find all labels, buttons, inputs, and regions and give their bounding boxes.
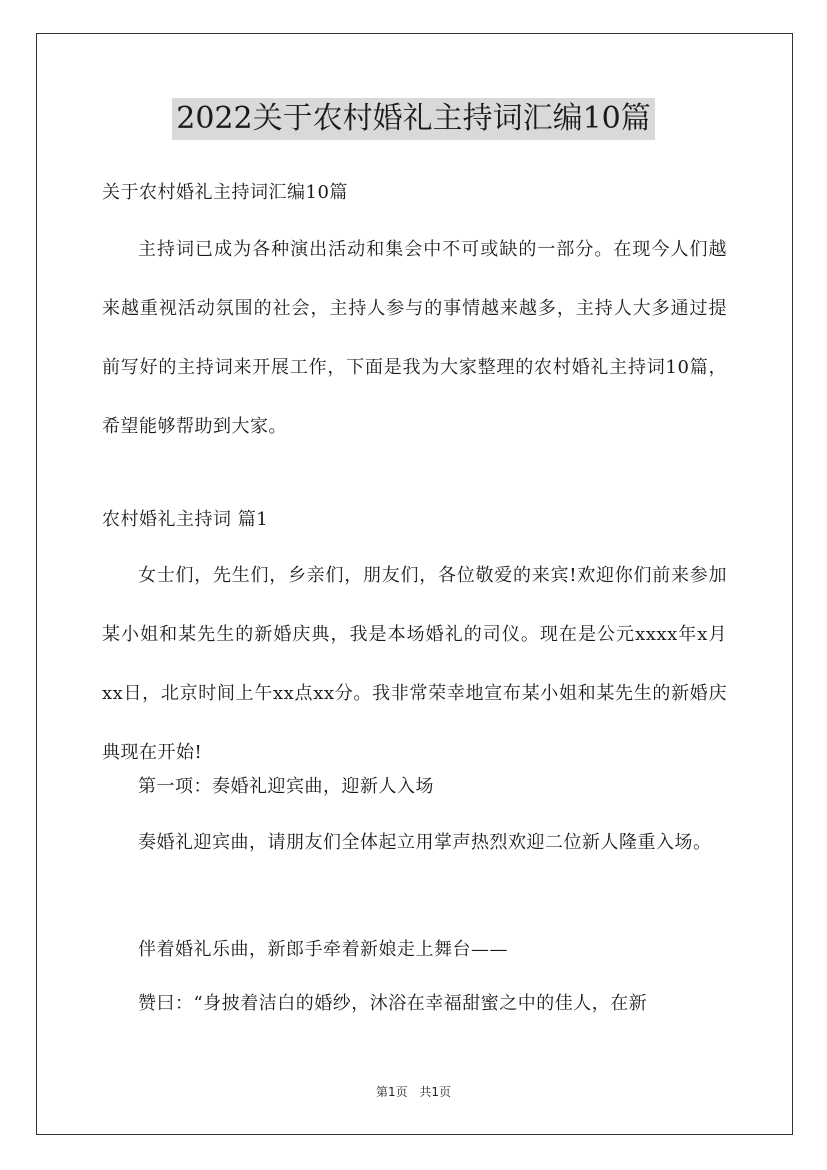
body-paragraph-1: 女士们，先生们，乡亲们，朋友们，各位敬爱的来宾!欢迎你们前来参加某小姐和某先生的新婚庆典，我是本场婚礼的司仪。现在是公元xxxx年x月xx日，北京时间上午xx点xx分。我非常荣幸地宣布某小姐和某先生的新婚庆典现在开始!: [102, 565, 727, 763]
page-number: 第1页: [375, 1085, 408, 1099]
page-total: 共1页: [419, 1085, 452, 1099]
document-title: 2022关于农村婚礼主持词汇编10篇: [172, 98, 655, 140]
body-paragraph-3: 奏婚礼迎宾曲，请朋友们全体起立用掌声热烈欢迎二位新人隆重入场。: [138, 832, 712, 853]
page-footer: [0, 1083, 827, 1100]
title-container: [0, 98, 827, 140]
body-paragraph-4: 伴着婚礼乐曲，新郎手牵着新娘走上舞台——: [138, 939, 508, 960]
body-paragraph-5: 赞曰：“身披着洁白的婚纱，沐浴在幸福甜蜜之中的佳人，在新: [138, 993, 648, 1014]
body-paragraph-2: 第一项：奏婚礼迎宾曲，迎新人入场: [138, 776, 434, 797]
document-subtitle: 关于农村婚礼主持词汇编10篇: [102, 182, 348, 203]
intro-paragraph: 主持词已成为各种演出活动和集会中不可或缺的一部分。在现今人们越来越重视活动氛围的社会，主持人参与的事情越来越多，主持人大多通过提前写好的主持词来开展工作，下面是我为大家整理的农村婚礼主持词10篇，希望能够帮助到大家。: [102, 239, 727, 437]
section-heading: 农村婚礼主持词 篇1: [102, 509, 269, 530]
